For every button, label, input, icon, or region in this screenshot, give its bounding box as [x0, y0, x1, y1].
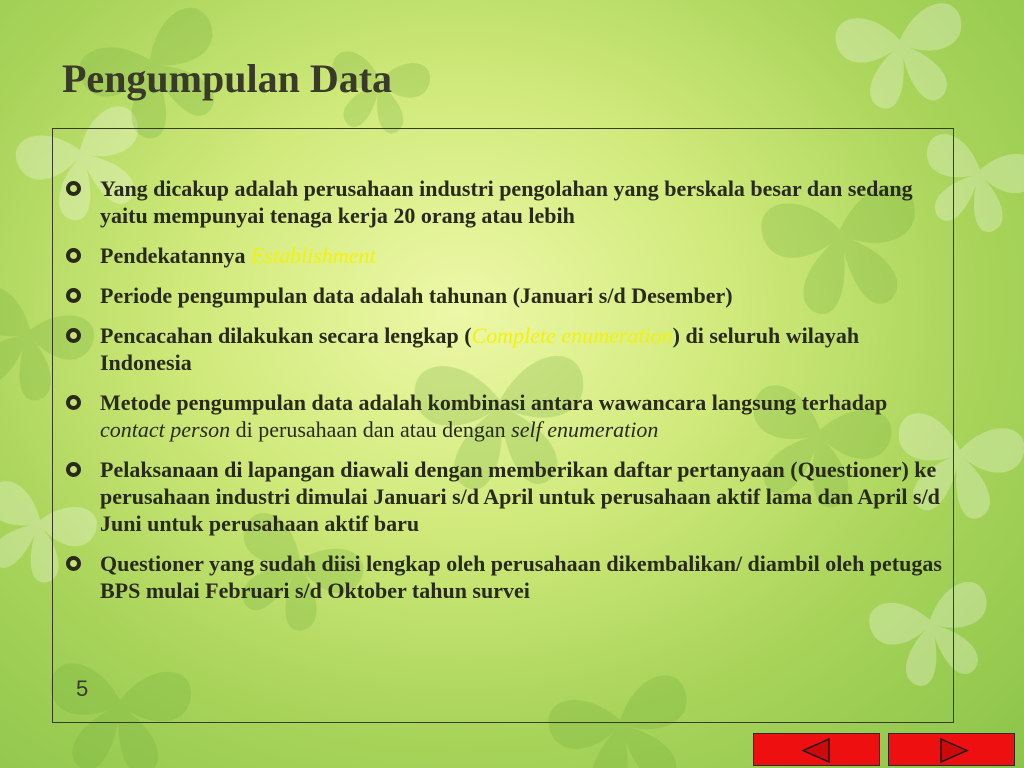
- bullet-item: [64, 456, 944, 537]
- bullet-item: [64, 242, 944, 269]
- bullet-text: Pelaksanaan di lapangan diawali dengan memberikan daftar pertanyaan (Questioner) ke perusahaan industri dimulai Januari s/d April untuk perusahaan aktif lama dan April s/d Juni untuk perusahaan aktif baru: [100, 457, 940, 536]
- bullet-text: di perusahaan dan atau dengan: [230, 417, 512, 442]
- bullet-marker-icon: [66, 462, 81, 477]
- bullet-text: Establishment: [250, 243, 376, 268]
- bullet-text: Yang dicakup adalah perusahaan industri pengolahan yang berskala besar dan sedang yaitu mempunyai tenaga kerja 20 orang atau lebih: [100, 176, 913, 228]
- bullet-marker-icon: [66, 181, 81, 196]
- bullet-item: [64, 389, 944, 443]
- bullet-text: self enumeration: [511, 417, 659, 442]
- bullet-text: Questioner yang sudah diisi lengkap oleh perusahaan dikembalikan/ diambil oleh petugas BPS mulai Februari s/d Oktober tahun survei: [100, 551, 942, 603]
- bullet-item: [64, 282, 944, 309]
- slide-title: Pengumpulan Data: [62, 56, 393, 101]
- bullet-item: [64, 550, 944, 604]
- triangle-right-icon: [889, 734, 1016, 767]
- bullet-text: Pendekatannya: [100, 243, 251, 268]
- page-number: 5: [76, 676, 89, 701]
- bullet-text: contact person: [100, 417, 231, 442]
- bullet-marker-icon: [66, 288, 81, 303]
- bullet-text: Complete enumeration: [471, 323, 673, 348]
- bullet-marker-icon: [66, 556, 81, 571]
- bullet-marker-icon: [66, 248, 81, 263]
- previous-slide-button[interactable]: [753, 733, 880, 766]
- next-slide-button[interactable]: [888, 733, 1015, 766]
- bullet-text: Periode pengumpulan data adalah tahunan (Januari s/d Desember): [100, 283, 733, 308]
- bullet-text: Pencacahan dilakukan secara lengkap (: [100, 323, 472, 348]
- bullet-text: Metode pengumpulan data adalah kombinasi antara wawancara langsung terhadap: [100, 390, 888, 415]
- bullet-marker-icon: [66, 395, 81, 410]
- bullet-list: [64, 175, 944, 617]
- triangle-left-icon: [754, 734, 881, 767]
- bullet-text: ) di seluruh wilayah Indonesia: [100, 323, 860, 375]
- bullet-marker-icon: [66, 328, 81, 343]
- bullet-item: [64, 175, 944, 229]
- bullet-item: [64, 322, 944, 376]
